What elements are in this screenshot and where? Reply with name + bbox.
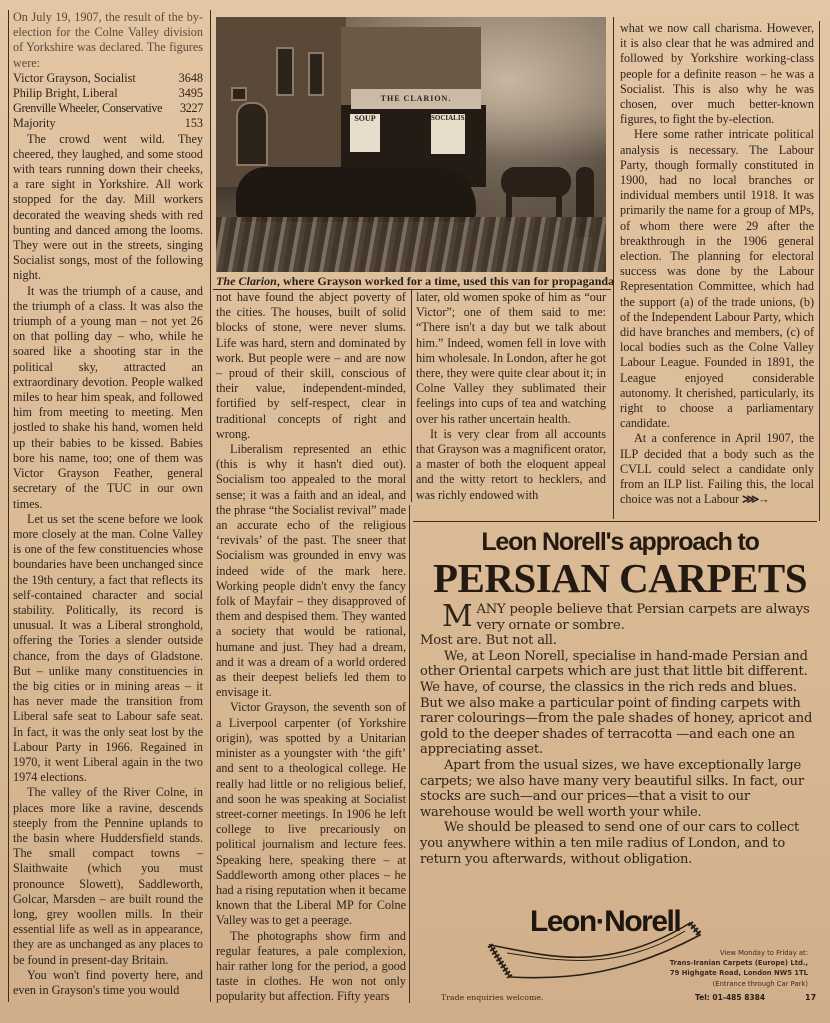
address-line: Trans-Iranian Carpets (Europe) Ltd., (669, 959, 808, 968)
soup-sign (350, 114, 380, 152)
socialism-sign (431, 114, 472, 154)
ad-paragraph: Apart from the usual sizes, we have exceptionally large carpets; we also have many very beautiful silks. In fact, our stocks are such—and our prices—that a visit to our warehouse would be well worth your while. (420, 757, 804, 820)
van-sign: THE CLARION. (351, 89, 481, 109)
paragraph: later, old women spoke of him as “our Victor”; one of them said to me: “There isn't a day but we talk about him.” Indeed, women fell in love with him wholesale. In London, after he got there, they were quite clear about it; in Colne Valley they sublimated their feelings into cups of tea and watching over his rather uncertain health. (416, 290, 606, 426)
section-rule (413, 521, 817, 522)
ad-first-paragraph (420, 599, 820, 649)
photo-window (308, 52, 324, 96)
photo-window (276, 47, 294, 96)
candidate: Grenville Wheeler, Conservative (13, 101, 163, 116)
sign-text: SOUP (354, 114, 376, 123)
ad-text: ANY people believe that Persian carpets are always very ornate or sombre. (476, 602, 810, 633)
result-row (13, 101, 203, 116)
result-row (13, 71, 203, 86)
logo-wordmark: Leon·Norell (530, 905, 681, 938)
paragraph: The valley of the River Colne, in places more like a ravine, descends steeply from the Pennine uplands to the basin where Huddersfield stands. The small compact towns – Slaithwaite (which you must pronounce Slowett), Saddleworth, Golcar, Marsden – are built round the long, grey woollen mills. In their essential life as well as in appearance, they are as unchanged as any places to be found in present-day Britain. (13, 785, 203, 967)
paragraph: Victor Grayson, the seventh son of a Liverpool carpenter (of Yorkshire origin), was spotted by a Unitarian minister as a youngster with ‘the gift’ and sent to a theological college. He really had little or no religious belief, and soon he was speaking at Socialist street-corner meetings. In 1906 he left college to live precariously on political journalism and lecture fees. Speaking here, speaking there – at Saddleworth among other places – he had a rising reputation when it became known that the Liberal MP for Colne Valley was to get a peerage. (216, 700, 406, 928)
column-rule (210, 10, 211, 1002)
drop-cap: M (442, 599, 473, 634)
ad-headline: PERSIAN CARPETS (432, 555, 808, 601)
votes: 153 (184, 116, 203, 131)
paragraph: what we now call charisma. However, it is also clear that he was admired and followed by Yorkshire working-class people for a definite reason – he was a Socialist. This is also why he was chosen, over much better-known figures, to fight the by-election. (620, 21, 814, 127)
photo-street (216, 217, 606, 272)
candidate: Philip Bright, Liberal (13, 86, 118, 101)
page-number: 17 (805, 993, 817, 1002)
ad-text: Most are. But not all. (420, 633, 557, 649)
ad-paragraph: We, at Leon Norell, specialise in hand-made Persian and other Oriental carpets which are just that little bit different. We have, of course, the classics in the rich reds and blues. But we also make a particular point of finding carpets with rarer colourings—from the pale shades of honey, apricot and gold to the deeper shades of terracotta —and each one an appreciating asset. (420, 648, 813, 758)
ad-body (420, 599, 820, 867)
paragraph: Let us set the scene before we look more closely at the man. Colne Valley is one of the few constituencies whose boundaries have been unchanged since the 19th century, a fact that reflects its self-contained character and social stability. Politically, its record is unusual. It was a Liberal stronghold, offering the Tories a slender outside chance, from the days of Gladstone. But – unlike many constituencies in the big cities or in mining areas – it has never made the transition from Liberal safe seat to Labour safe seat. In fact, it was the only seat lost by the Labour Party in 1966. Regained in 1970, it went Liberal again in the two 1974 elections. (13, 511, 203, 785)
paragraph-text: At a conference in April 1907, the ILP decided that a body such as the CVLL could select a candidate only from an ILP list. Failing this, the local choice was not a Labour (620, 431, 814, 507)
result-row (13, 116, 203, 131)
paragraph: It was the triumph of a cause, and the triumph of a class. It was also the triumph of a young man – not yet 26 on that polling day – who, while he soared like a shooting star in the political sky, attracted an extraordinary devotion. People walked miles to hear him speak, and followed him from meeting to meeting. Men jostled to shake his hand, women held up their babies to be kissed. Babies bore his name, too; one of them was Victor Grayson Feather, general secretary of the TUC in our own times. (13, 283, 203, 511)
paragraph: You won't find poverty here, and even in Grayson's time you would (13, 967, 203, 997)
trade-note: Trade enquiries welcome. (441, 993, 544, 1002)
address-line: (Entrance through Car Park) (712, 979, 808, 988)
candidate: Majority (13, 116, 56, 131)
result-row (13, 86, 203, 101)
column-rule (8, 10, 9, 1002)
votes: 3495 (178, 86, 203, 101)
paragraph: The crowd went wild. They cheered, they laughed, and some stood with tears running down their cheeks, a rare sight in Yorkshire. All work stopped for the day. Mill workers decorated the weaving sheds with red bunting and danced among the looms. They were out in the streets, singing Socialist songs, most of the following night. (13, 131, 203, 283)
candidate: Victor Grayson, Socialist (13, 70, 136, 85)
votes: 3648 (178, 70, 203, 85)
article-column-2 (216, 290, 406, 1005)
photo-caption (216, 274, 615, 288)
article-lede: On July 19, 1907, the result of the by-election for the Colne Valley division of Yorkshire was declared. The figures were: (13, 10, 203, 70)
paragraph: The photographs show firm and regular features, a pale complexion, hair rather long for the period, a good taste in clothes. He won not only popularity but affection. Fifty years (216, 928, 406, 1004)
clarion-van-photo (216, 17, 606, 272)
ad-kicker: Leon Norell's approach to (481, 528, 759, 556)
column-rule (613, 17, 614, 519)
ad-paragraph: We should be pleased to send one of our cars to collect you anywhere within a ten mile radius of London, and to return you afterwards, without obligation. (420, 820, 800, 867)
article-column-3 (416, 290, 606, 503)
photo-window (231, 87, 247, 101)
sign-text: SOCIALISM (431, 114, 472, 122)
continued-arrow-icon: ⋙→ (742, 492, 768, 507)
paragraph: not have found the abject poverty of the cities. The houses, built of solid blocks of stone, were never slums. Life was hard, stern and dominated by work. But people were – and are now – proud of their skill, conscious of their value, independent-minded, fortified by self-respect, clear in traditional concepts of right and wrong. (216, 290, 406, 441)
votes: 3227 (180, 101, 203, 116)
column-rule (819, 21, 820, 521)
paragraph: Here some rather intricate political analysis is necessary. The Labour Party, though formally constituted in 1900, had no local branches or individual members until 1918. It was primarily the name for a group of MPs, of whom there were 29 after the breakthrough in the 1906 general election. The planning for electoral success was done by the Labour Representation Committee, which had the support (a) of the trade unions, (b) of the Independent Labour Party, which did have branches and members, (c) of local bodies such as the Colne Valley Labour League. Founded in 1891, the League enjoyed considerable autonomy. It cherished, particularly, its right to choose a parliamentary candidate. (620, 127, 814, 431)
ad-address (670, 948, 808, 989)
caption-title: The Clarion (216, 274, 277, 288)
paragraph: It is very clear from all accounts that Grayson was a magnificent orator, a master of both the eloquent appeal and the witty retort to hecklers, and was richly endowed with (416, 426, 606, 502)
telephone: Tel: 01-485 8384 (695, 993, 766, 1002)
column-rule (411, 290, 412, 502)
address-line: View Monday to Friday at: (719, 949, 808, 957)
article-column-1 (13, 10, 203, 998)
election-results (13, 71, 203, 132)
photo-crowd (236, 167, 476, 222)
caption-text: , where Grayson worked for a time, used this van for propaganda (276, 274, 615, 288)
address-line: 79 Highgate Road, London NW5 1TL (669, 969, 808, 978)
paragraph: Liberalism represented an ethic (this is why it hasn't died out). Socialism too appealed to the moral sense; it was a faith and an ideal, and the phrase “the Socialist revival” made an accurate echo of the religious ‘revivals’ of the past. The sneer that Socialism was grounded in envy was indeed wide of the mark here. Working people didn't envy the fancy folk of Mayfair – they disapproved of them and despised them. They wanted a society that would be rational, humane and just. They had a dream, and it was a dream of a world ordered as their deepest beliefs led them to envisage it. (216, 442, 406, 700)
photo-window (236, 102, 268, 166)
column-rule (409, 505, 410, 1003)
article-column-4 (620, 21, 814, 508)
carpet-advertisement (420, 528, 820, 867)
paragraph (620, 431, 814, 507)
